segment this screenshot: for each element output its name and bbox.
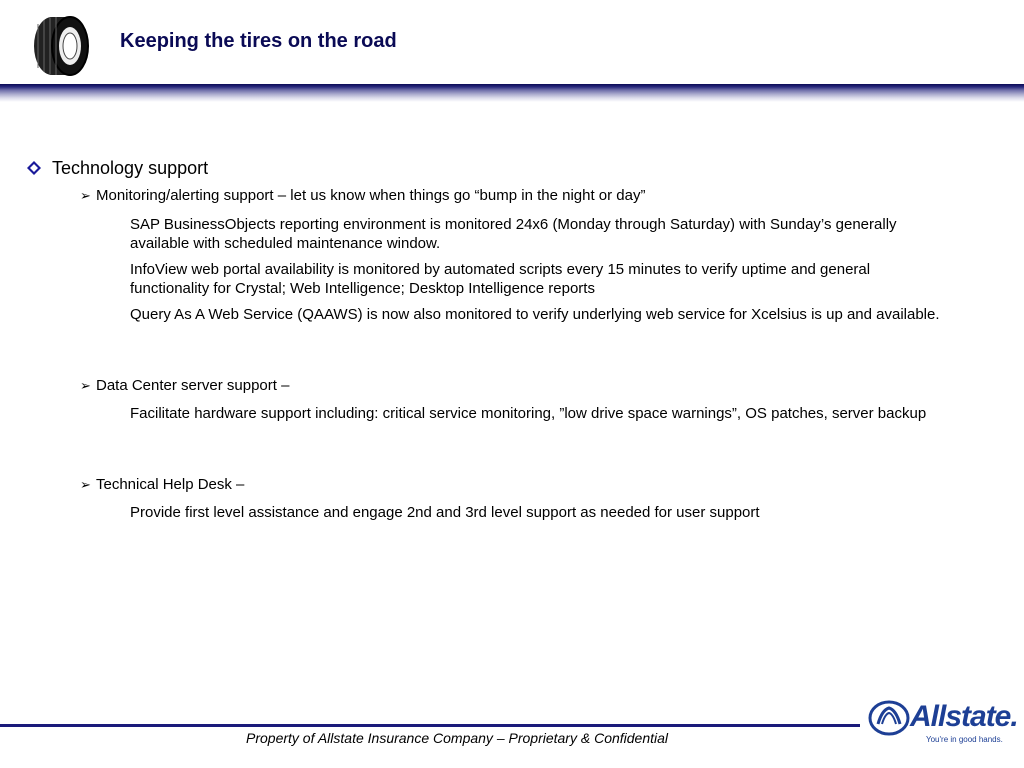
subsection-label: Technical Help Desk –	[96, 476, 245, 493]
arrow-bullet-icon: ➢	[80, 477, 91, 492]
detail-text: Query As A Web Service (QAAWS) is now also monitored to verify underlying web service for Xcelsius is up and available.	[130, 306, 940, 323]
detail-text: Provide first level assistance and engage 2nd and 3rd level support as needed for user support	[130, 504, 760, 521]
detail-text: Facilitate hardware support including: critical service monitoring, ”low drive space warnings”, OS patches, server backup	[130, 405, 927, 422]
arrow-bullet-icon: ➢	[80, 188, 91, 203]
diamond-bullet-icon	[26, 160, 42, 176]
subsection-help-desk	[80, 476, 244, 493]
allstate-tagline: You're in good hands.	[926, 735, 1003, 744]
subsection-monitoring	[80, 187, 645, 204]
allstate-hands-icon	[868, 700, 910, 736]
header-divider	[0, 84, 1024, 102]
subsection-data-center	[80, 377, 289, 394]
footer-divider	[0, 724, 860, 727]
detail-text: SAP BusinessObjects reporting environment is monitored 24x6 (Monday through Saturday) with Sunday’s generally available with scheduled maintenance window.	[130, 216, 897, 252]
subsection-label: Data Center server support –	[96, 377, 290, 394]
tire-icon	[30, 14, 92, 78]
page-title: Keeping the tires on the road	[120, 30, 397, 52]
allstate-logo-text: Allstate.	[910, 700, 1018, 733]
detail-text: InfoView web portal availability is monitored by automated scripts every 15 minutes to verify uptime and general functionality for Crystal; Web Intelligence; Desktop Intelligence reports	[130, 261, 871, 297]
arrow-bullet-icon: ➢	[80, 378, 91, 393]
subsection-label: Monitoring/alerting support – let us know when things go “bump in the night or day”	[96, 187, 646, 204]
footer-confidential-text: Property of Allstate Insurance Company – Proprietary & Confidential	[246, 730, 669, 746]
section-heading: Technology support	[52, 158, 209, 178]
